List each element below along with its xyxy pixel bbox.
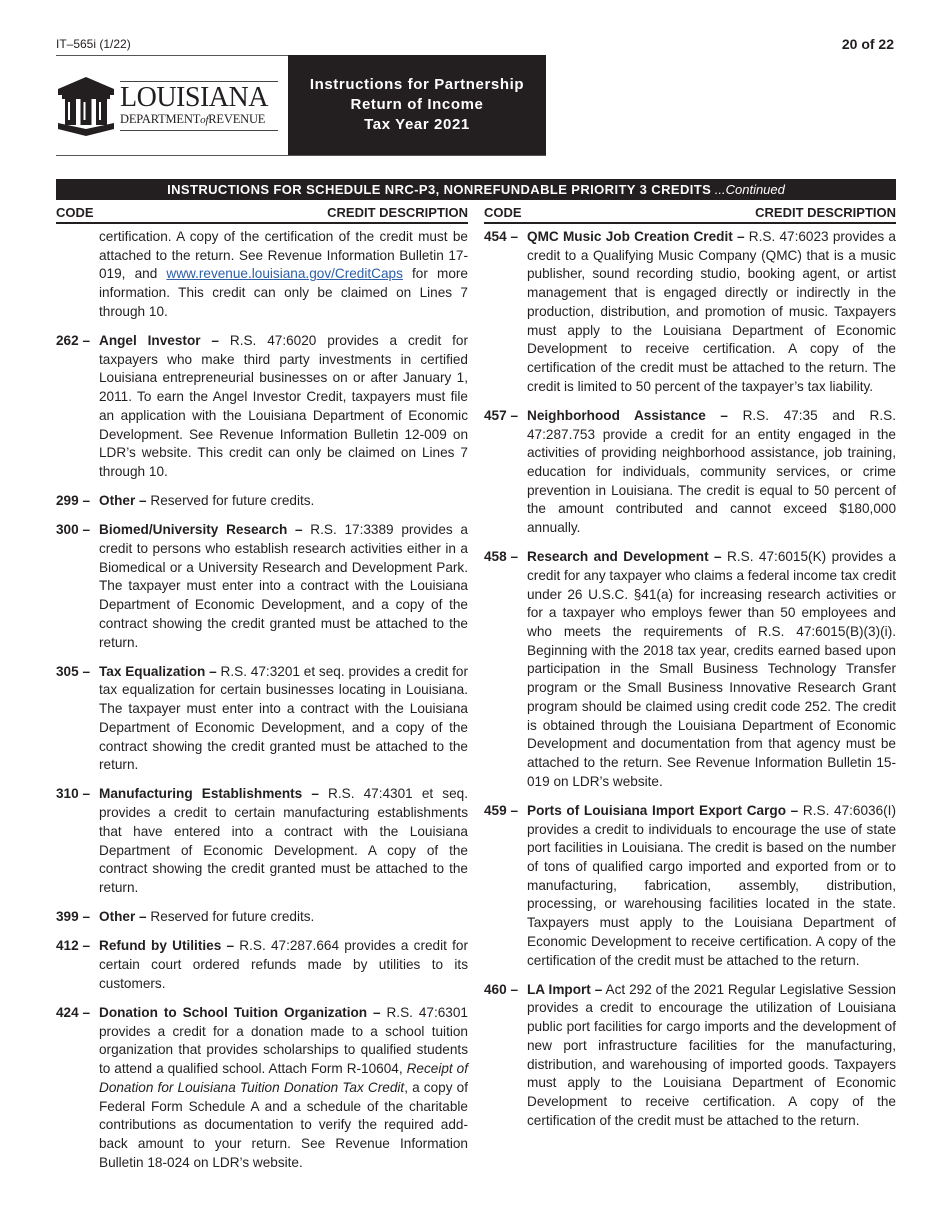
logo-department: DEPARTMENTofREVENUE bbox=[120, 112, 266, 126]
section-title: INSTRUCTIONS FOR SCHEDULE NRC-P3, NONREFUNDABLE PRIORITY 3 CREDITS bbox=[167, 182, 712, 197]
credit-entry-412 bbox=[56, 937, 468, 993]
credit-title: Manufacturing Establishments – bbox=[99, 786, 319, 802]
credit-entry-457 bbox=[484, 407, 896, 538]
logo-rule-bottom bbox=[120, 130, 278, 131]
credit-title: Biomed/University Research – bbox=[99, 522, 303, 538]
credit-code: 459 – bbox=[484, 802, 519, 818]
credit-code: 454 – bbox=[484, 229, 519, 244]
credit-text: R.S. 47:6036(I) provides a credit to individuals to encourage the use of state port facilities in Louisiana. The credit is based on the number of tons of qualified cargo imported and exported from or to manufacturing, fabrication, assembly, distribution, processing, or warehousing facilities located in the state. Taxpayers must apply to the Louisiana Department of Economic Development to receive certification. A copy of the certification of the credit must be attached to the return. bbox=[527, 802, 896, 968]
credit-text: R.S. 47:6301 provides a credit for a donation made to a school tuition organization that provides scholarships to qualified students to attend a qualified school. Attach Form R-10604, bbox=[99, 1005, 468, 1077]
credit-code: 300 – bbox=[56, 522, 91, 538]
credit-title: Ports of Louisiana Import Export Cargo – bbox=[527, 802, 799, 818]
column-header-right bbox=[484, 205, 896, 224]
credit-title: Other – bbox=[99, 909, 147, 925]
continued-entry: certification. A copy of the certification of the credit must be attached to the return. See Revenue Information Bulletin 17-019, and www.revenue.louisiana.gov/CreditCaps for more information. This credit can only be claimed on Lines 7 through 10. bbox=[99, 229, 468, 319]
page-number: 20 of 22 bbox=[841, 36, 894, 52]
logo-name: LOUISIANA bbox=[120, 82, 268, 113]
credit-title: Other – bbox=[99, 493, 147, 509]
credit-entry-424 bbox=[56, 1004, 468, 1172]
credit-title: Tax Equalization – bbox=[99, 663, 217, 679]
credit-code: 460 – bbox=[484, 981, 519, 997]
form-title-italic: Receipt of Donation for Louisiana Tuition Donation Tax Credit bbox=[99, 1061, 468, 1095]
credit-text: R.S. 47:6023 provides a credit to a Qualifying Music Company (QMC) that is a music publisher, sound recording studio, booking agent, or artist management that is engaged directly or indirectly in the production, distribution, and promotion of music. Taxpayers must apply to the Louisiana Department of Economic Development to receive certification. A copy of the certification of the credit must be attached to the return. The credit is limited to 50 percent of the taxpayer’s tax liability. bbox=[527, 229, 896, 394]
credit-title: Refund by Utilities – bbox=[99, 938, 235, 954]
credit-text: R.S. 17:3389 provides a credit to persons who establish research activities either in a Biomedical or a University Research and Development Park. The taxpayer must enter into a contract with the Louisiana Department of Economic Development, and a copy of the contract showing the credit granted must be attached to the return. bbox=[99, 522, 468, 650]
title-line-1: Instructions for Partnership bbox=[309, 76, 525, 93]
credit-entry-459 bbox=[484, 802, 896, 970]
right-column bbox=[484, 228, 896, 1141]
credit-text: Reserved for future credits. bbox=[146, 909, 315, 925]
credit-code: 399 – bbox=[56, 909, 91, 925]
credit-text: R.S. 47:287.664 provides a credit for certain court ordered refunds made by utilities to its customers. bbox=[99, 938, 469, 991]
section-title-bar bbox=[56, 179, 896, 200]
credit-title: Research and Development – bbox=[527, 549, 722, 565]
credit-text: R.S. 47:35 and R.S. 47:287.753 provide a credit for an entity engaged in the activities of providing neighborhood assistance, job training, education for individuals, community services, or crime prevention in Louisiana. The credit is equal to 50 percent of the amount contributed and cannot exceed $180,000 annually. bbox=[527, 407, 896, 536]
credit-title: Donation to School Tuition Organization – bbox=[99, 1005, 381, 1021]
credit-caps-link[interactable]: www.revenue.louisiana.gov/CreditCaps bbox=[166, 266, 403, 282]
credit-code: 299 – bbox=[56, 493, 91, 509]
left-column bbox=[56, 228, 468, 1183]
credit-entry-454 bbox=[484, 228, 896, 396]
credit-entry-262 bbox=[56, 332, 468, 482]
document-title-box bbox=[288, 55, 546, 155]
capitol-building-icon bbox=[56, 75, 116, 137]
credit-code: 458 – bbox=[484, 549, 519, 565]
form-id: IT–565i (1/22) bbox=[56, 37, 131, 51]
credit-entry-305 bbox=[56, 663, 468, 775]
louisiana-dor-logo bbox=[56, 75, 281, 137]
continued-label: ...Continued bbox=[711, 182, 785, 197]
credit-text: Reserved for future credits. bbox=[146, 493, 315, 509]
credit-entry-460 bbox=[484, 981, 896, 1131]
credit-code: 305 – bbox=[56, 663, 91, 679]
credit-text: Act 292 of the 2021 Regular Legislative Session provides a credit to encourage the utilization of Louisiana public port facilities for cargo imports and the development of new port infrastructure facilities for the manufacturing, distribution, and warehousing of imported goods. Taxpayers must apply to the Louisiana Department of Economic Development to receive certification. A copy of the certification of the credit must be attached to the return. bbox=[527, 981, 896, 1128]
column-header-code: CODE bbox=[56, 205, 94, 220]
column-header-description: CREDIT DESCRIPTION bbox=[755, 205, 896, 220]
title-line-3: Tax Year 2021 bbox=[364, 116, 470, 133]
credit-title: Neighborhood Assistance – bbox=[527, 407, 728, 423]
credit-entry-399 bbox=[56, 908, 468, 927]
credit-text: R.S. 47:6015(K) provides a credit for any taxpayer who claims a federal income tax credit under 26 U.S.C. §41(a) for increasing research activities or for a taxpayer who employs fewer than 50 employees and who meets the requirements of R.S. 47:6015(B)(3)(i). Beginning with the 2018 tax year, credits earned based upon participation in the Small Business Technology Transfer program or the Small Business Innovative Research Grant program should be claimed using credit code 252. The credit is obtained through the Louisiana Department of Economic Development and documentation from that agency must be attached to the return. See Revenue Information Bulletin 15-019 on LDR’s website. bbox=[527, 549, 896, 789]
credit-code: 412 – bbox=[56, 938, 91, 954]
credit-text: R.S. 47:6020 provides a credit for taxpayers who make third party investments in certified Louisiana entrepreneurial businesses on or after January 1, 2011. To earn the Angel Investor Credit, taxpayers must file an application with the Louisiana Department of Economic Development. See Revenue Information Bulletin 12-009 on LDR’s website. This credit can only be claimed on Lines 7 through 10. bbox=[99, 333, 468, 479]
credit-code: 310 – bbox=[56, 786, 91, 802]
column-header-description: CREDIT DESCRIPTION bbox=[327, 205, 468, 220]
credit-code: 457 – bbox=[484, 407, 519, 423]
credit-title: LA Import – bbox=[527, 981, 603, 997]
credit-code: 424 – bbox=[56, 1005, 91, 1021]
column-header-code: CODE bbox=[484, 205, 522, 220]
credit-title: QMC Music Job Creation Credit – bbox=[527, 229, 745, 244]
credit-code: 262 – bbox=[56, 333, 91, 349]
credit-entry-458 bbox=[484, 548, 896, 791]
header-rule-bottom bbox=[56, 155, 546, 156]
header-rule-top bbox=[56, 55, 288, 56]
title-line-2: Return of Income bbox=[350, 96, 484, 113]
credit-text: R.S. 47:3201 et seq. provides a credit for tax equalization for certain businesses locating in Louisiana. The taxpayer must enter into a contract with the Louisiana Department of Economic Development, and a copy of the contract showing the credit granted must be attached to the return. bbox=[99, 663, 468, 773]
credit-text: R.S. 47:4301 et seq. provides a credit to certain manufacturing establishments that have entered into a contract with the Louisiana Department of Economic Development. A copy of the contract showing the credit granted must be attached to the return. bbox=[99, 786, 469, 895]
credit-entry-300 bbox=[56, 521, 468, 652]
credit-text: , a copy of Federal Form Schedule A and a schedule of the charitable contributions as documentation to verify the required add-back amount to your return. See Revenue Information Bulletin 18-024 on LDR’s website. bbox=[99, 1079, 468, 1170]
credit-title: Angel Investor – bbox=[99, 333, 219, 349]
column-header-left bbox=[56, 205, 468, 224]
credit-entry-299 bbox=[56, 492, 468, 511]
credit-entry-310 bbox=[56, 785, 468, 897]
